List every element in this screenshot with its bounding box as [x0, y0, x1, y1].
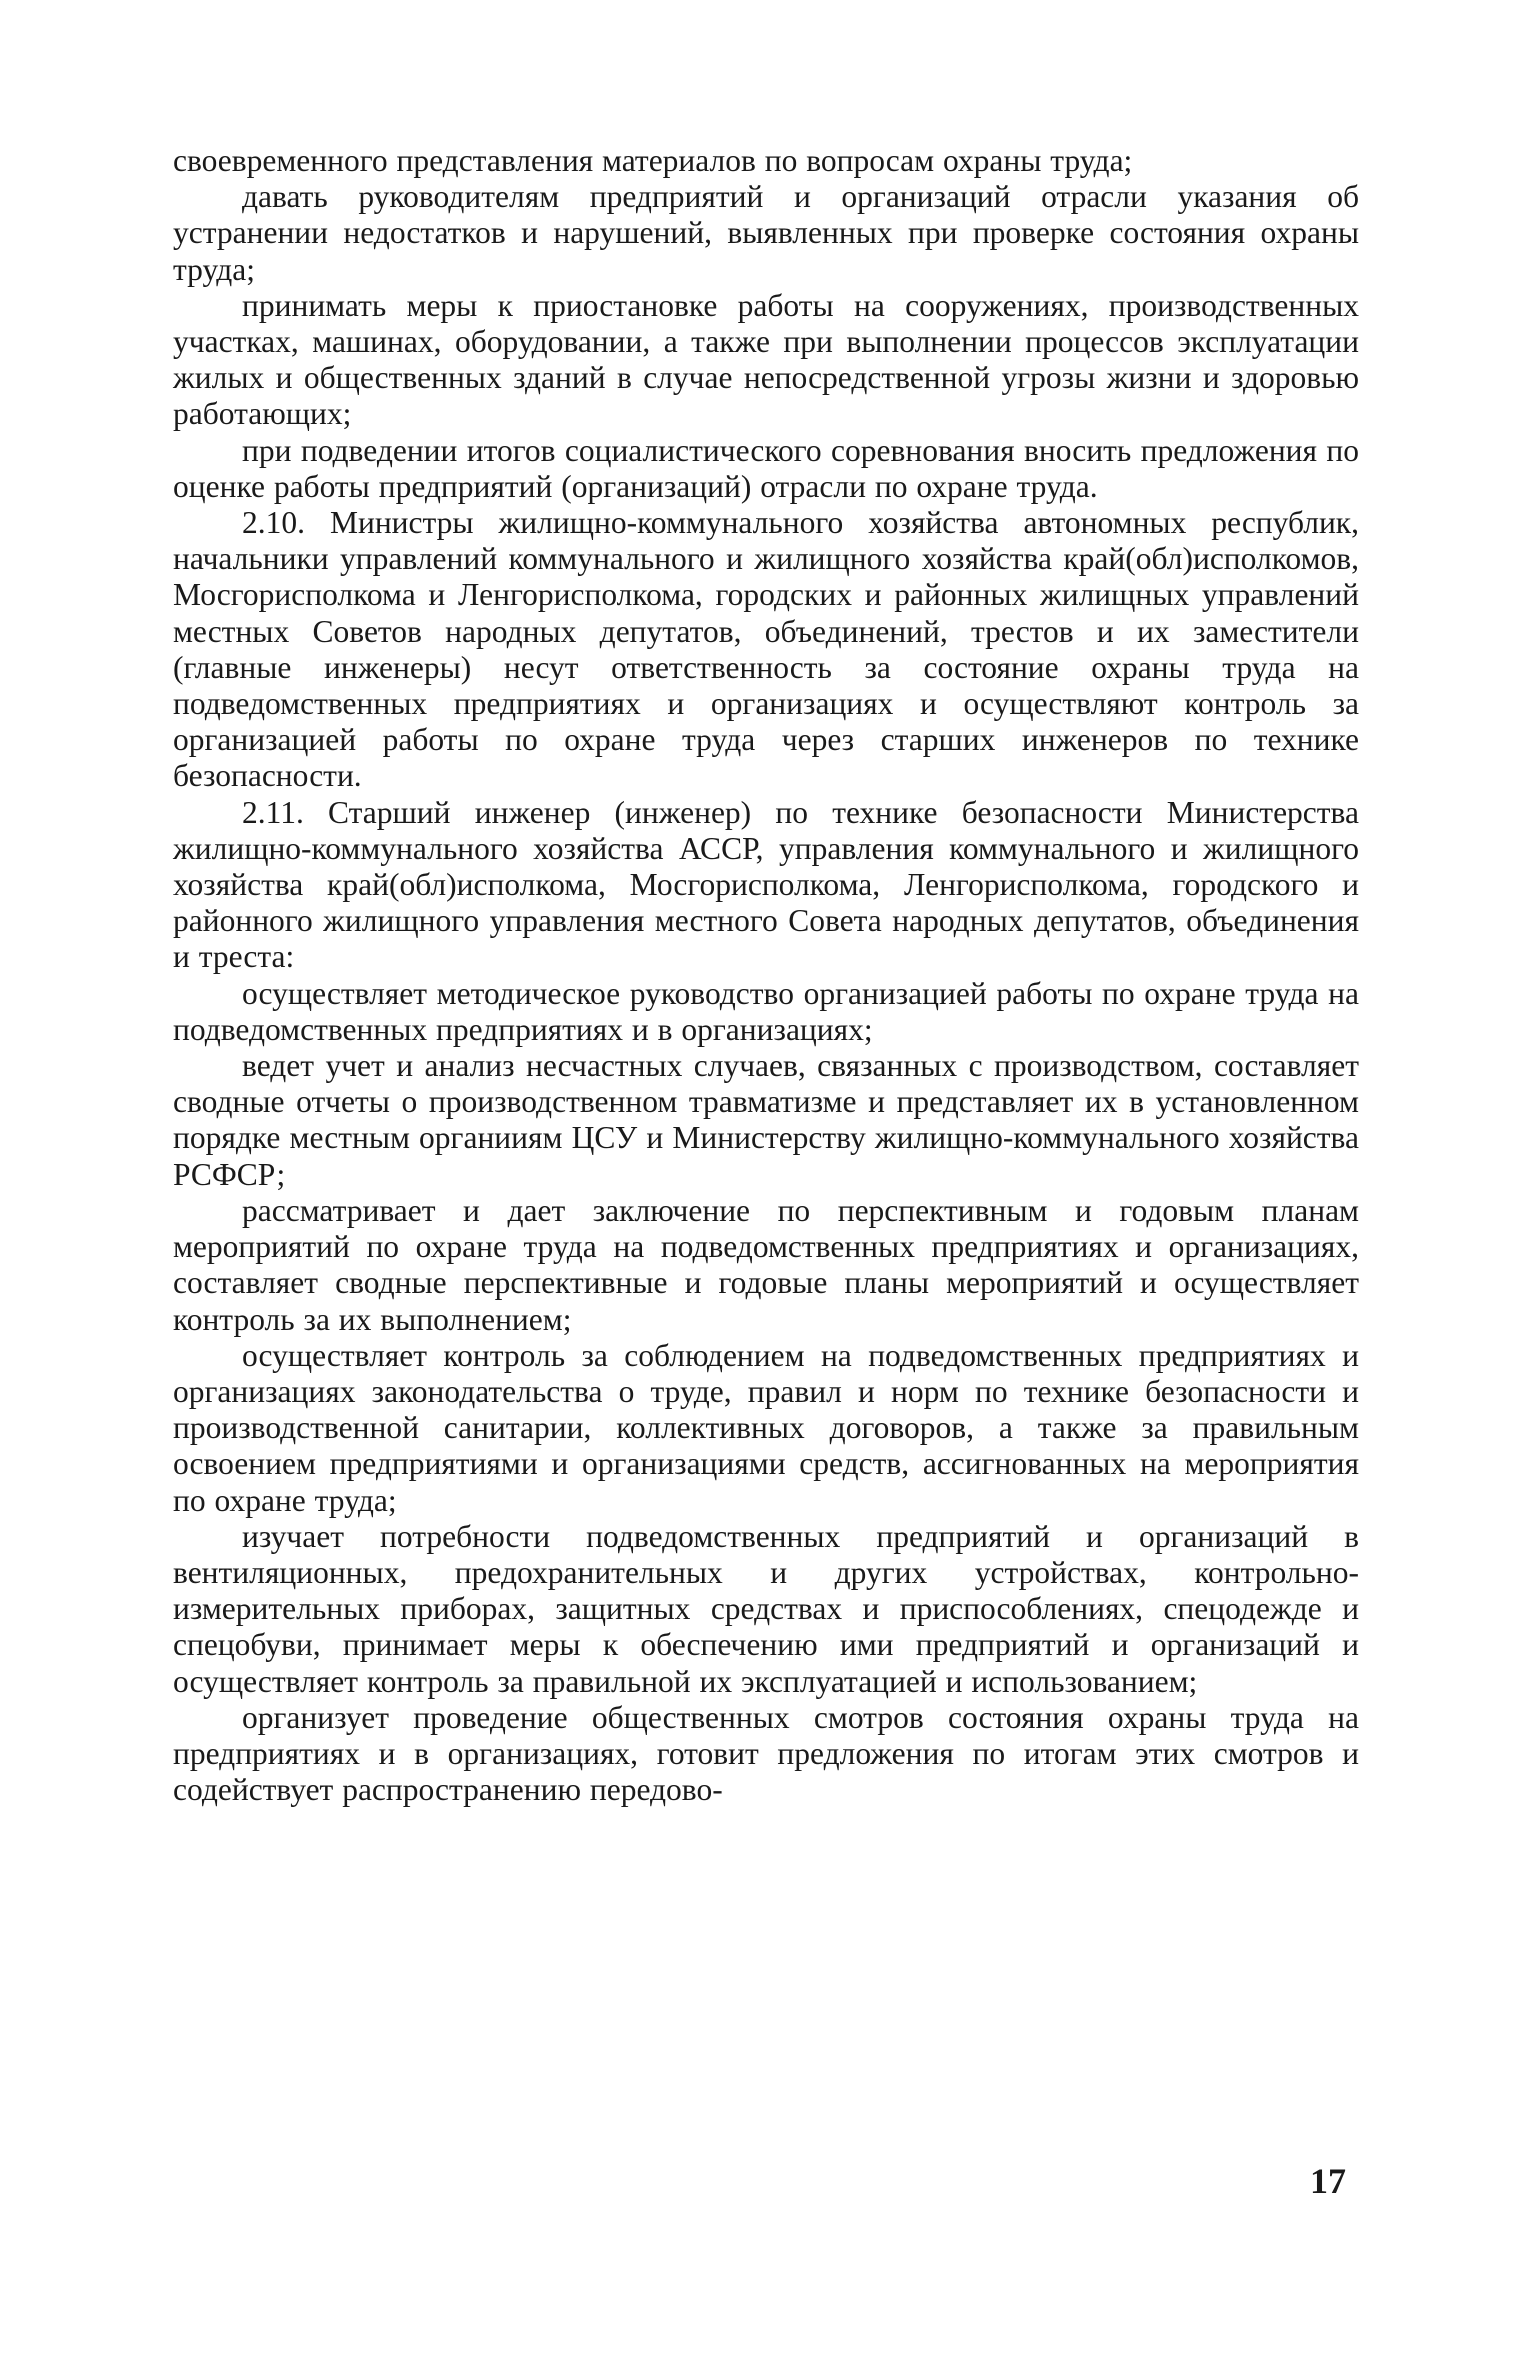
paragraph-2-11: 2.11. Старший инженер (инженер) по технике безопасности Министерства жилищно-коммунального хозяйства АССР, управления коммунального и жилищного хозяйства край(обл)исполкома, Мосгорисполкома, Ленгорисполкома, городского и районного жилищного управления местного Совета народных депутатов, объединения и треста: — [173, 794, 1359, 975]
paragraph-suspend-work: принимать меры к приостановке работы на сооружениях, производственных участках, машинах, оборудовании, а также при выполнении процессов эксплуатации жилых и общественных зданий в случае непосредственной угрозы жизни и здоровью работающих; — [173, 287, 1359, 432]
paragraph-continuation: своевременного представления материалов по вопросам охраны труда; — [173, 143, 1133, 178]
paragraph-methodical-guidance: осуществляет методическое руководство организацией работы по охране труда на подведомственных предприятиях и в организациях; — [173, 975, 1359, 1047]
paragraph-2-10: 2.10. Министры жилищно-коммунального хозяйства автономных республик, начальники управлений коммунального и жилищного хозяйства край(обл)исполкомов, Мосгорисполкома и Ленгорисполкома, городских и районных жилищных управлений местных Советов народных депутатов, объединений, трестов и их заместители (главные инженеры) несут ответственность за состояние охраны труда на подведомственных предприятиях и организациях и осуществляют контроль за организацией работы по охране труда через старших инженеров по технике безопасности. — [173, 505, 1359, 794]
paragraph-plans-review: рассматривает и дает заключение по перспективным и годовым планам мероприятий по охране труда на подведомственных предприятиях и организациях, составляет сводные перспективные и годовые планы мероприятий и осуществляет контроль за их выполнением; — [173, 1192, 1359, 1337]
paragraph-instruct-managers: давать руководителям предприятий и организаций отрасли указания об устранении недостатков и нарушений, выявленных при проверке состояния охраны труда; — [173, 179, 1359, 287]
paragraph-competition: при подведении итогов социалистического соревнования вносить предложения по оценке работы предприятий (организаций) отрасли по охране труда. — [173, 432, 1359, 504]
paragraph-accident-records: ведет учет и анализ несчастных случаев, связанных с производством, составляет сводные отчеты о производственном травматизме и представляет их в установленном порядке местным органииям ЦСУ и Министерству жилищно-коммунального хозяйства РСФСР; — [173, 1048, 1359, 1192]
paragraph-public-reviews: организует проведение общественных смотров состояния охраны труда на предприятиях и в организациях, готовит предложения по итогам этих смотров и содействует распространению передово- — [173, 1699, 1359, 1808]
page-number: 17 — [1310, 2161, 1346, 2201]
paragraph-equipment-needs: изучает потребности подведомственных предприятий и организаций в вентиляционных, предохранительных и других устройствах, контрольно-измерительных приборах, защитных средствах и приспособлениях, спецодежде и спецобуви, принимает меры к обеспечению ими предприятий и организаций и осуществляет контроль за правильной их эксплуатацией и использованием; — [173, 1518, 1359, 1699]
body-text — [173, 143, 1359, 1808]
paragraph-compliance-control: осуществляет контроль за соблюдением на подведомственных предприятиях и организациях законодательства о труде, правил и норм по технике безопасности и производственной санитарии, коллективных договоров, а также за правильным освоением предприятиями и организациями средств, ассигнованных на мероприятия по охране труда; — [173, 1337, 1359, 1518]
